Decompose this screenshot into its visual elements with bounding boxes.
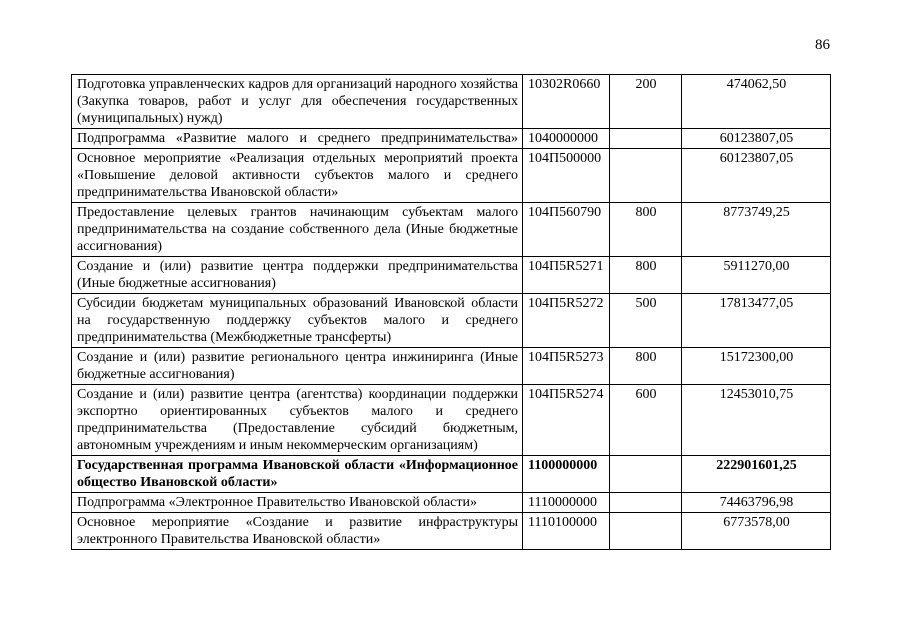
- row-amount: 60123807,05: [682, 129, 831, 149]
- row-name: Основное мероприятие «Реализация отдельных мероприятий проекта «Повышение деловой активности субъектов малого и среднего предпринимательства Ивановской области»: [72, 149, 523, 203]
- row-code: 1100000000: [523, 456, 610, 493]
- row-code: 1110000000: [523, 493, 610, 513]
- row-amount: 74463796,98: [682, 493, 831, 513]
- row-expense-type: 800: [610, 348, 682, 385]
- table-row: [72, 513, 831, 550]
- row-code: 104П5R5274: [523, 385, 610, 456]
- budget-table: [71, 74, 831, 550]
- row-code: 104П5R5273: [523, 348, 610, 385]
- row-expense-type: 600: [610, 385, 682, 456]
- row-code: 104П5R5272: [523, 294, 610, 348]
- table-row: [72, 149, 831, 203]
- row-code: 104П500000: [523, 149, 610, 203]
- row-code: 1110100000: [523, 513, 610, 550]
- row-amount: 8773749,25: [682, 203, 831, 257]
- row-expense-type: 800: [610, 203, 682, 257]
- table-row: [72, 203, 831, 257]
- table-row: [72, 493, 831, 513]
- table-row: [72, 257, 831, 294]
- row-expense-type: 500: [610, 294, 682, 348]
- row-expense-type: 200: [610, 75, 682, 129]
- row-expense-type: [610, 149, 682, 203]
- row-expense-type: [610, 129, 682, 149]
- row-amount: 222901601,25: [682, 456, 831, 493]
- row-code: 104П5R5271: [523, 257, 610, 294]
- row-name: Основное мероприятие «Создание и развитие инфраструктуры электронного Правительства Ивановской области»: [72, 513, 523, 550]
- row-name: Создание и (или) развитие центра (агентства) координации поддержки экспортно ориентированных субъектов малого и среднего предпринимательства (Предоставление субсидий бюджетным, автономным учреждениям и иным некоммерческим организациям): [72, 385, 523, 456]
- table-row: [72, 385, 831, 456]
- row-code: 104П560790: [523, 203, 610, 257]
- row-amount: 6773578,00: [682, 513, 831, 550]
- row-amount: 5911270,00: [682, 257, 831, 294]
- row-expense-type: 800: [610, 257, 682, 294]
- row-amount: 12453010,75: [682, 385, 831, 456]
- table-row: [72, 348, 831, 385]
- row-name: Создание и (или) развитие регионального центра инжиниринга (Иные бюджетные ассигнования): [72, 348, 523, 385]
- page-number: 86: [815, 37, 830, 53]
- row-amount: 15172300,00: [682, 348, 831, 385]
- row-expense-type: [610, 513, 682, 550]
- table-row: [72, 129, 831, 149]
- row-name: Подготовка управленческих кадров для организаций народного хозяйства (Закупка товаров, работ и услуг для обеспечения государственных (муниципальных) нужд): [72, 75, 523, 129]
- row-name: Подпрограмма «Электронное Правительство Ивановской области»: [72, 493, 523, 513]
- row-name: Подпрограмма «Развитие малого и среднего предпринимательства»: [72, 129, 523, 149]
- row-amount: 60123807,05: [682, 149, 831, 203]
- row-amount: 17813477,05: [682, 294, 831, 348]
- table-row: [72, 75, 831, 129]
- row-code: 10302R0660: [523, 75, 610, 129]
- row-name: Государственная программа Ивановской области «Информационное общество Ивановской области»: [72, 456, 523, 493]
- row-code: 1040000000: [523, 129, 610, 149]
- row-expense-type: [610, 493, 682, 513]
- row-name: Создание и (или) развитие центра поддержки предпринимательства (Иные бюджетные ассигнования): [72, 257, 523, 294]
- table-row: [72, 456, 831, 493]
- row-expense-type: [610, 456, 682, 493]
- row-name: Предоставление целевых грантов начинающим субъектам малого предпринимательства на создание собственного дела (Иные бюджетные ассигнования): [72, 203, 523, 257]
- row-amount: 474062,50: [682, 75, 831, 129]
- row-name: Субсидии бюджетам муниципальных образований Ивановской области на государственную поддержку субъектов малого и среднего предпринимательства (Межбюджетные трансферты): [72, 294, 523, 348]
- table-row: [72, 294, 831, 348]
